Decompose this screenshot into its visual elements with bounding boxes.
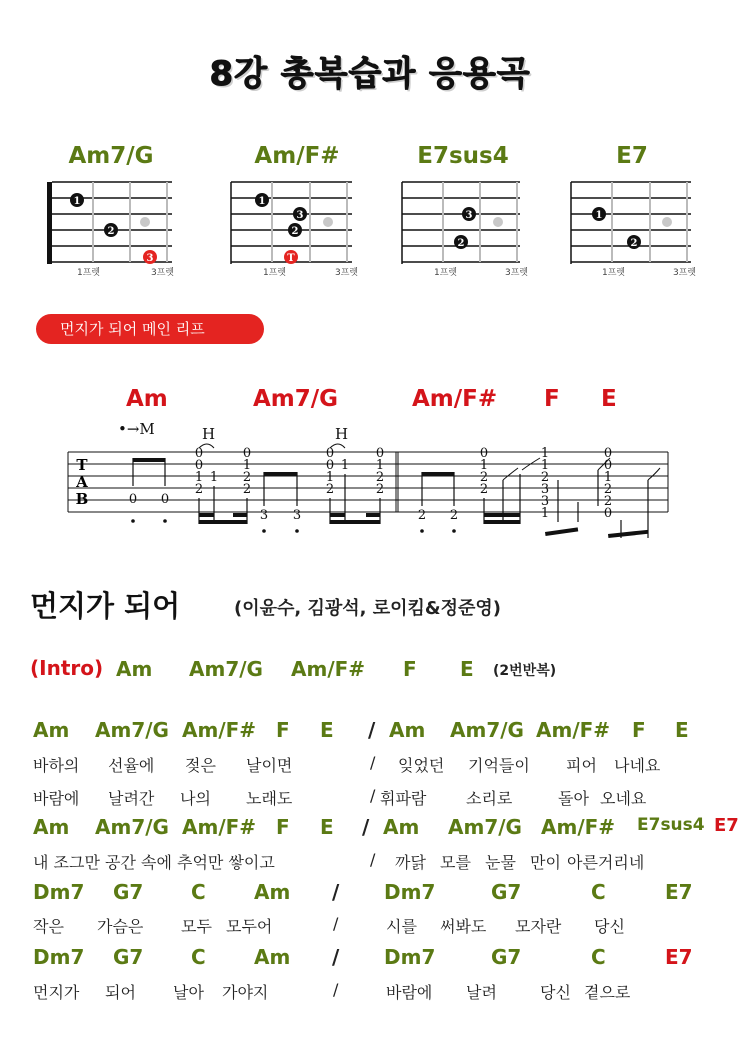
riff-chord-am7g: Am7/G bbox=[253, 386, 339, 412]
chord-diagram-am7g bbox=[47, 182, 172, 264]
chord-diagram-amfsharp bbox=[231, 182, 352, 264]
fret-label-1-right: 3프렛 bbox=[151, 268, 175, 278]
fret-label-2-left: 1프렛 bbox=[263, 268, 287, 278]
svg-text:2: 2 bbox=[540, 470, 550, 485]
svg-text:0: 0 bbox=[375, 446, 385, 461]
chord-diagram-e7 bbox=[571, 182, 691, 264]
bar-separator: / bbox=[370, 753, 376, 772]
intro-label: (Intro) bbox=[30, 656, 104, 680]
fret-label-3-right: 3프렛 bbox=[505, 268, 529, 278]
lyric: 젖은 bbox=[185, 756, 216, 775]
svg-text:1: 1 bbox=[258, 196, 266, 207]
chord-name-amfsharp: Am/F# bbox=[254, 143, 340, 169]
lyric: 아른거리네 bbox=[567, 853, 645, 872]
lyric: 피어 bbox=[566, 756, 597, 775]
intro-chord-amfsharp: Am/F# bbox=[291, 657, 366, 681]
lyric: 오네요 bbox=[600, 789, 647, 808]
svg-text:1: 1 bbox=[540, 506, 550, 521]
svg-text:0: 0 bbox=[242, 446, 252, 461]
chord: E7sus4 bbox=[637, 815, 705, 835]
chord: G7 bbox=[491, 945, 522, 969]
riff-chord-am: Am bbox=[126, 386, 168, 412]
lyric: 시를 bbox=[386, 917, 417, 936]
chord: Am7/G bbox=[95, 718, 169, 742]
fret-label-4-right: 3프렛 bbox=[673, 268, 697, 278]
chord: Am bbox=[254, 945, 291, 969]
svg-text:3: 3 bbox=[259, 508, 269, 523]
lyric: 모자란 bbox=[515, 917, 562, 936]
chord: Am/F# bbox=[182, 718, 257, 742]
lyric: 되어 bbox=[105, 983, 136, 1002]
chord: Dm7 bbox=[384, 945, 436, 969]
svg-text:1: 1 bbox=[325, 470, 335, 485]
svg-text:1: 1 bbox=[340, 458, 350, 473]
bar-separator: / bbox=[370, 850, 376, 869]
svg-text:2: 2 bbox=[375, 482, 385, 497]
svg-text:0: 0 bbox=[479, 446, 489, 461]
fret-label-4-left: 1프렛 bbox=[602, 268, 626, 278]
svg-text:0: 0 bbox=[160, 492, 170, 507]
svg-text:2: 2 bbox=[603, 494, 613, 509]
chord-name-am7g: Am7/G bbox=[68, 143, 154, 169]
chord: E bbox=[320, 718, 334, 742]
svg-text:3: 3 bbox=[146, 253, 154, 264]
lyric: 날려간 bbox=[108, 789, 155, 808]
chord: F bbox=[276, 815, 290, 839]
fret-label-2-right: 3프렛 bbox=[335, 268, 359, 278]
lyric: 소리로 bbox=[466, 789, 513, 808]
lyric: 모두 bbox=[181, 917, 212, 936]
chord: Am/F# bbox=[541, 815, 616, 839]
song-title: 먼지가 되어 bbox=[30, 589, 181, 623]
svg-text:1: 1 bbox=[73, 196, 81, 207]
hammer-on-marker-1: H bbox=[202, 425, 216, 443]
svg-text:3: 3 bbox=[540, 494, 550, 509]
svg-text:2: 2 bbox=[479, 470, 489, 485]
chord-diagrams bbox=[0, 176, 740, 266]
chord: Dm7 bbox=[384, 880, 436, 904]
tab-staff bbox=[0, 440, 740, 540]
svg-text:1: 1 bbox=[595, 210, 603, 221]
bar-separator: / bbox=[333, 914, 339, 933]
fret-label-3-left: 1프렛 bbox=[434, 268, 458, 278]
bar-separator: / bbox=[332, 880, 340, 904]
lyric: 당신 bbox=[594, 917, 625, 936]
svg-text:2: 2 bbox=[603, 482, 613, 497]
lyric: 만이 bbox=[530, 853, 561, 872]
lyric: 돌아 bbox=[558, 789, 589, 808]
svg-text:0: 0 bbox=[128, 492, 138, 507]
svg-text:2: 2 bbox=[630, 238, 638, 249]
chord: Am/F# bbox=[182, 815, 257, 839]
lyric: 당신 bbox=[540, 983, 571, 1002]
svg-text:1: 1 bbox=[540, 446, 550, 461]
intro-chord-am7g: Am7/G bbox=[189, 657, 263, 681]
lyric: 써봐도 bbox=[440, 917, 487, 936]
lyric: 노래도 bbox=[246, 789, 293, 808]
svg-text:0: 0 bbox=[603, 446, 613, 461]
svg-text:0: 0 bbox=[603, 506, 613, 521]
lyric: 작은 bbox=[33, 917, 64, 936]
chord: E7 bbox=[714, 815, 739, 836]
chord: C bbox=[191, 880, 206, 904]
lyric: 바하의 bbox=[33, 756, 80, 775]
bar-separator: / bbox=[332, 945, 340, 969]
bar-separator: / bbox=[362, 815, 370, 839]
lyric: 모를 bbox=[440, 853, 471, 872]
svg-text:T: T bbox=[76, 456, 88, 474]
svg-text:3: 3 bbox=[540, 482, 550, 497]
svg-text:A: A bbox=[76, 473, 88, 491]
svg-text:2: 2 bbox=[417, 508, 427, 523]
chord: G7 bbox=[113, 880, 144, 904]
svg-text:B: B bbox=[75, 490, 89, 508]
lyric: 나의 bbox=[180, 789, 211, 808]
lyric: 바람에 bbox=[33, 789, 80, 808]
svg-text:3: 3 bbox=[465, 210, 473, 221]
chord: C bbox=[191, 945, 206, 969]
lyric: 기억들이 bbox=[468, 756, 530, 775]
lyric: 날려 bbox=[466, 983, 497, 1002]
intro-chord-am: Am bbox=[116, 657, 153, 681]
chord: Am bbox=[254, 880, 291, 904]
lyric: 가야지 bbox=[222, 983, 269, 1002]
lyric: 까닭 bbox=[395, 853, 426, 872]
riff-label-badge: 먼지가 되어 메인 리프 bbox=[36, 314, 264, 344]
hammer-on-marker-2: H bbox=[335, 425, 349, 443]
chord: Am7/G bbox=[450, 718, 524, 742]
svg-text:0: 0 bbox=[194, 458, 204, 473]
svg-text:2: 2 bbox=[194, 482, 204, 497]
chord: Am bbox=[389, 718, 426, 742]
svg-text:2: 2 bbox=[449, 508, 459, 523]
svg-text:0: 0 bbox=[325, 458, 335, 473]
svg-text:1: 1 bbox=[540, 458, 550, 473]
svg-text:3: 3 bbox=[292, 508, 302, 523]
svg-text:T: T bbox=[287, 253, 295, 264]
riff-chord-e: E bbox=[601, 386, 617, 412]
svg-text:2: 2 bbox=[242, 482, 252, 497]
svg-text:1: 1 bbox=[603, 470, 613, 485]
svg-text:1: 1 bbox=[194, 470, 204, 485]
svg-text:2: 2 bbox=[242, 470, 252, 485]
chord: G7 bbox=[491, 880, 522, 904]
bar-separator: / bbox=[333, 980, 339, 999]
lyric: 곁으로 bbox=[584, 983, 631, 1002]
chord: F bbox=[276, 718, 290, 742]
chord: Dm7 bbox=[33, 880, 85, 904]
chord-name-e7: E7 bbox=[616, 143, 648, 169]
lyric: 내 조그만 공간 속에 추억만 쌓이고 bbox=[33, 853, 275, 872]
svg-text:0: 0 bbox=[325, 446, 335, 461]
chord: G7 bbox=[113, 945, 144, 969]
lyric: 날아 bbox=[173, 983, 204, 1002]
lyric: 모두어 bbox=[226, 917, 273, 936]
chord-name-e7sus4: E7sus4 bbox=[417, 143, 509, 169]
chord: E7 bbox=[665, 945, 693, 969]
intro-repeat-note: (2번반복) bbox=[493, 663, 557, 679]
lyric: 잊었던 bbox=[398, 756, 445, 775]
song-artists: (이윤수, 김광석, 로이킴&정준영) bbox=[234, 598, 502, 619]
chord: Am bbox=[33, 718, 70, 742]
svg-text:1: 1 bbox=[479, 458, 489, 473]
chord: E7 bbox=[665, 880, 693, 904]
chord: E bbox=[675, 718, 689, 742]
chord: Am bbox=[383, 815, 420, 839]
intro-chord-f: F bbox=[403, 657, 417, 681]
svg-text:1: 1 bbox=[209, 470, 219, 485]
bar-separator: / bbox=[370, 786, 376, 805]
technique-mute-marker: •→M bbox=[118, 420, 155, 438]
chord: C bbox=[591, 945, 606, 969]
fret-label-1-left: 1프렛 bbox=[77, 268, 101, 278]
svg-text:3: 3 bbox=[296, 210, 304, 221]
svg-text:2: 2 bbox=[375, 470, 385, 485]
svg-text:2: 2 bbox=[291, 226, 299, 237]
bar-separator: / bbox=[368, 718, 376, 742]
svg-text:0: 0 bbox=[603, 458, 613, 473]
chord: C bbox=[591, 880, 606, 904]
chord: Am bbox=[33, 815, 70, 839]
chord: E bbox=[320, 815, 334, 839]
chord: Dm7 bbox=[33, 945, 85, 969]
chord: Am7/G bbox=[95, 815, 169, 839]
riff-chord-amfsharp: Am/F# bbox=[412, 386, 498, 412]
lyric: 휘파람 bbox=[380, 789, 427, 808]
svg-text:1: 1 bbox=[375, 458, 385, 473]
svg-text:2: 2 bbox=[479, 482, 489, 497]
lyric: 나네요 bbox=[614, 756, 661, 775]
riff-chord-f: F bbox=[544, 386, 560, 412]
page-title: 8강 총복습과 응용곡 bbox=[209, 54, 531, 94]
lyric: 먼지가 bbox=[33, 983, 80, 1002]
svg-text:0: 0 bbox=[194, 446, 204, 461]
svg-text:1: 1 bbox=[242, 458, 252, 473]
lyric: 가슴은 bbox=[97, 917, 144, 936]
svg-text:2: 2 bbox=[325, 482, 335, 497]
chord: Am/F# bbox=[536, 718, 611, 742]
svg-text:2: 2 bbox=[107, 226, 115, 237]
intro-chord-e: E bbox=[460, 657, 474, 681]
lyric: 선율에 bbox=[108, 756, 155, 775]
chord-diagram-e7sus4 bbox=[402, 182, 520, 264]
chord: F bbox=[632, 718, 646, 742]
lyric: 바람에 bbox=[386, 983, 433, 1002]
lyric: 눈물 bbox=[485, 853, 516, 872]
chord: Am7/G bbox=[448, 815, 522, 839]
lyric: 날이면 bbox=[246, 756, 293, 775]
svg-text:2: 2 bbox=[457, 238, 465, 249]
